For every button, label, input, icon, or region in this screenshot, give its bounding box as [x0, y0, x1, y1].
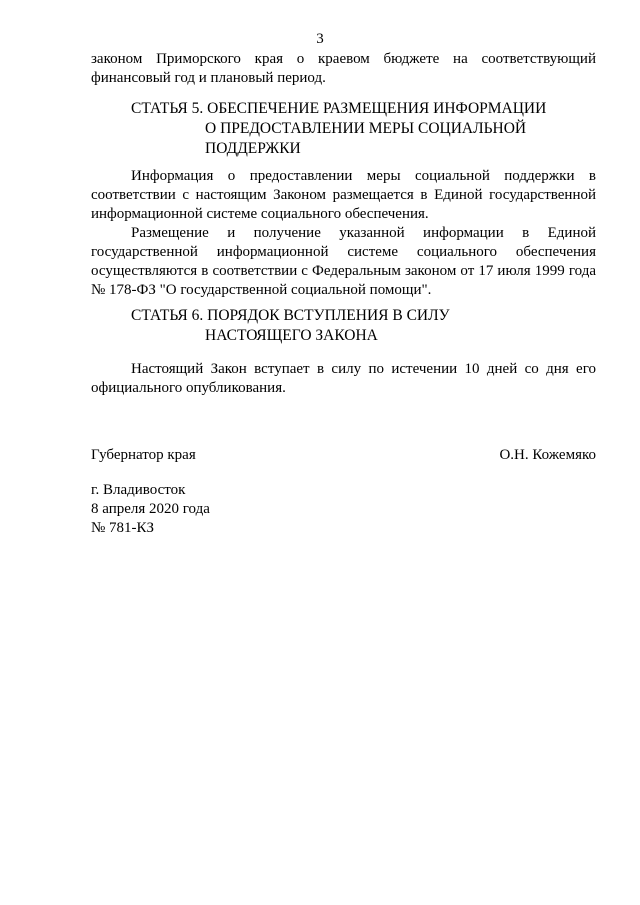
footer-city: г. Владивосток: [91, 482, 186, 498]
page-number: 3: [316, 31, 324, 47]
article5-heading: [131, 99, 601, 159]
footer-date: 8 апреля 2020 года: [91, 501, 210, 517]
signature-name: О.Н. Кожемяко: [499, 447, 596, 463]
article6-heading-line1: СТАТЬЯ 6. ПОРЯДОК ВСТУПЛЕНИЯ В СИЛУ: [131, 307, 450, 324]
document-footer: [91, 481, 210, 538]
article6-heading-line2: НАСТОЯЩЕГО ЗАКОНА: [205, 327, 378, 344]
intro-paragraph: законом Приморского края о краевом бюджете на соответствующий финансовый год и плановый период.: [91, 51, 596, 86]
article5-heading-line2: О ПРЕДОСТАВЛЕНИИ МЕРЫ СОЦИАЛЬНОЙ: [205, 120, 527, 137]
article6-heading: [131, 306, 601, 346]
article5-paragraph1: Информация о предоставлении меры социальной поддержки в соответствии с настоящим Законом размещается в Единой государственной информационной системе социального обеспечения.: [91, 168, 596, 222]
signature-row: [91, 446, 596, 465]
article5-paragraph2: Размещение и получение указанной информации в Единой государственной информационной системе социального обеспечения осуществляются в соответствии с Федеральным законом от 17 июля 1999 года № 178-ФЗ "О государственной социальной помощи".: [91, 225, 596, 298]
article5-heading-line3: ПОДДЕРЖКИ: [205, 140, 301, 157]
article6-paragraph1: Настоящий Закон вступает в силу по истечении 10 дней со дня его официального опубликования.: [91, 361, 596, 396]
signature-position: Губернатор края: [91, 447, 196, 463]
article5-heading-line1: СТАТЬЯ 5. ОБЕСПЕЧЕНИЕ РАЗМЕЩЕНИЯ ИНФОРМАЦИИ: [131, 100, 547, 117]
footer-number: № 781-КЗ: [91, 520, 155, 536]
